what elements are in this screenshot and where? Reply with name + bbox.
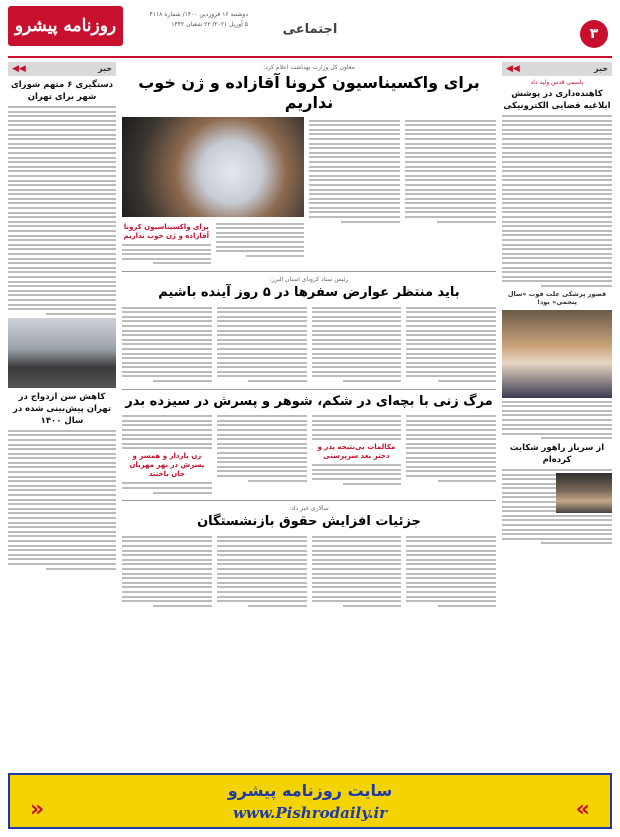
pull-quote: مکالمات بی‌نتیجه پدر و دختر بعد سرپرستی [317,443,396,461]
pull-quote: زن باردار و همسر و پسرش در نهر مهربان جان باختند [129,452,205,479]
arrow-right-icon: » [575,797,590,822]
article-photo[interactable] [8,318,116,388]
lead-photo-col [122,117,304,267]
website-banner[interactable] [8,773,612,829]
page-header [0,0,620,60]
article-photo[interactable] [556,473,612,513]
article-headline[interactable]: کاهنده‌داری در پوشش ابلاغیه قضایی الکترونیکی [503,89,611,111]
article-kicker: سالاری خبر داد: [289,505,329,513]
article-kicker: باسمی قدس ولید داد [530,79,584,86]
photo-caption: قصور پزشکی علت فوت «سال پنجمی» بود! [507,289,607,306]
article-headline[interactable]: کاهش سن ازدواج در تهران پیش‌بینی شده در سال ۱۴۰۰ [12,391,112,426]
article-headline[interactable]: از سرباز راهور شکایت کرده‌ام [509,442,605,465]
chevron-icon: ◀◀ [506,64,520,74]
section-title: اجتماعی [282,22,338,37]
divider [122,500,496,501]
divider [122,389,496,390]
news-bar-label: خبر [97,64,112,73]
lead-text-col [309,117,400,267]
dateline-persian: دوشنبه ۱۶ فروردین ۱۴۰۰/ شماره ۴۱۱۸ [149,11,248,18]
lead-text-col [405,117,496,267]
article-body [8,106,116,315]
article-body-cols [122,413,496,497]
main-column [122,62,496,767]
newspaper-logo[interactable]: روزنامه پیشرو [8,6,123,46]
banner-title: سایت روزنامه پیشرو [227,781,393,800]
banner-url[interactable]: www.Pishrodaily.ir [232,804,388,822]
dateline [128,10,248,30]
header-rule [8,56,612,58]
pull-quote: برای واکسیناسیون کرونا آقازاده و ژن خوب نداریم [123,223,210,240]
article-headline[interactable]: دستگیری ۶ متهم شورای شهر برای تهران [10,80,114,102]
page-number: ۳ [580,20,608,48]
article-body [502,401,612,440]
article-headline[interactable]: مرگ زنی با بچه‌ای در شکم، شوهر و پسرش در سیزده بدر [125,393,493,409]
article-photo[interactable] [502,310,612,398]
chevron-icon: ◀◀ [12,64,26,74]
article-headline[interactable]: جزئیات افزایش حقوق بازنشستگان [197,514,421,530]
article-kicker: رئیس ستاد کرونای استان البرز: [269,275,349,283]
lead-headline[interactable]: برای واکسیناسیون کرونا آقازاده و ژن خوب نداریم [138,73,480,112]
vaccine-photo[interactable] [122,117,304,217]
dateline-gregorian: ۵ آوریل ۲۰۲۱/ ۲۲ شعبان ۱۴۴۲ [171,21,248,28]
left-column [8,62,116,767]
divider [122,271,496,272]
article-body [8,430,116,570]
news-bar-right [502,62,612,76]
article-body-cols [122,304,496,385]
article-kicker: معاون کل وزارت بهداشت اعلام کرد: [263,64,355,71]
news-bar-left [8,62,116,76]
arrow-left-icon: « [30,797,45,822]
article-body-cols [122,533,496,609]
article-headline[interactable]: باید منتظر عوارض سفرها در ۵ روز آینده باشیم [158,284,460,300]
news-bar-label: خبر [593,64,608,73]
article-body [502,115,612,287]
lead-article [122,117,496,267]
right-column [502,62,612,767]
